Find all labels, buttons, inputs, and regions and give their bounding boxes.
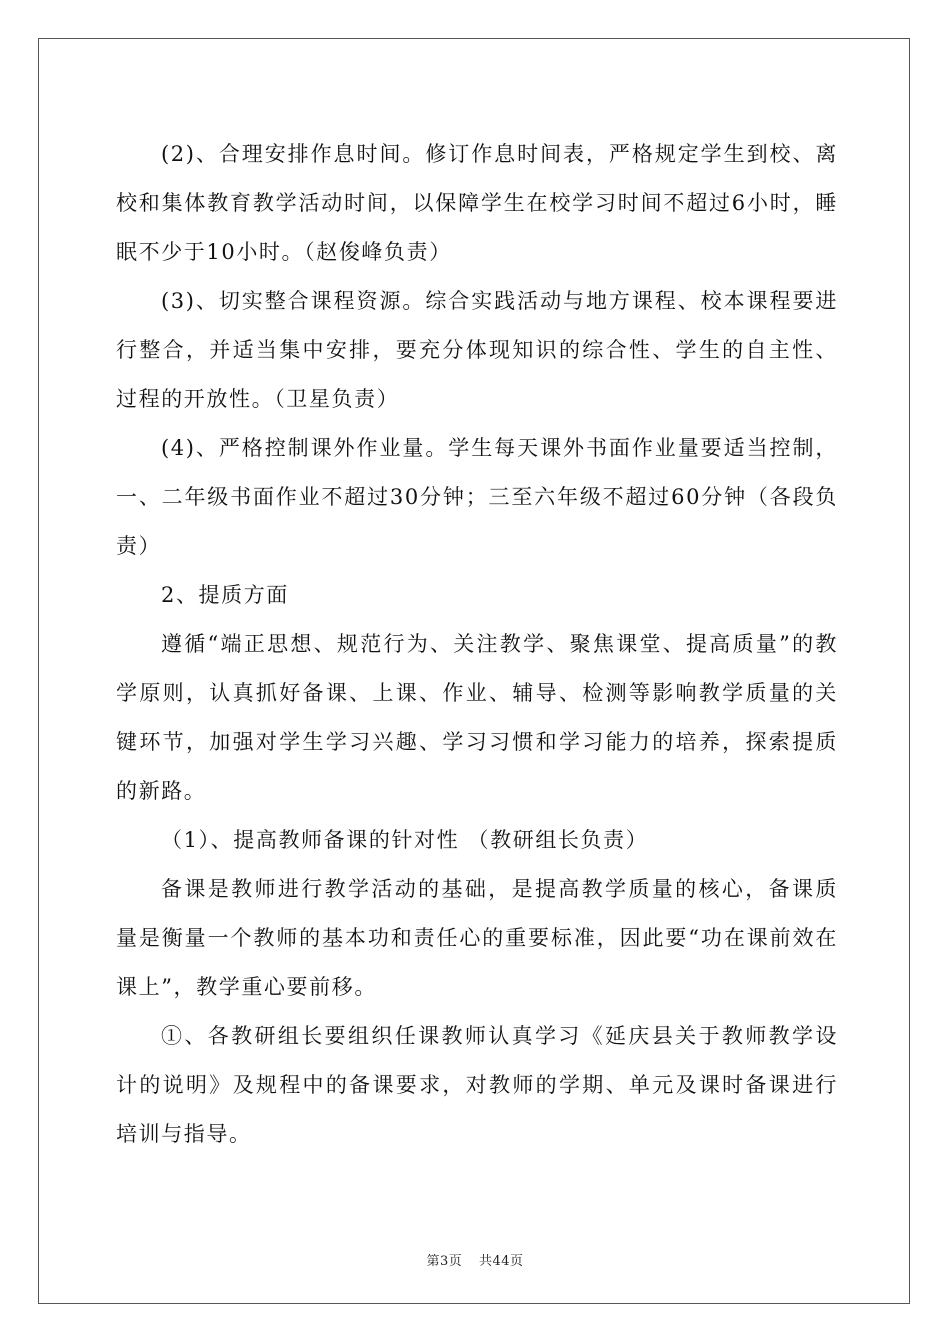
document-body <box>116 130 838 1159</box>
paragraph-schedule: (2)、合理安排作息时间。修订作息时间表，严格规定学生到校、离校和集体教育教学活动时间，以保障学生在校学习时间不超过6小时，睡眠不少于10小时。（赵俊峰负责） <box>116 142 838 264</box>
page-total: 共44页 <box>478 1254 524 1269</box>
subheading-lesson-prep: （1）、提高教师备课的针对性 （教研组长负责） <box>161 828 649 852</box>
section-heading-quality: 2、提质方面 <box>161 583 289 607</box>
page-number: 第3页 <box>426 1254 463 1269</box>
page-footer <box>0 1250 950 1269</box>
paragraph-principles: 遵循“端正思想、规范行为、关注教学、聚焦课堂、提高质量”的教学原则，认真抓好备课、上课、作业、辅导、检测等影响教学质量的关键环节，加强对学生学习兴趣、学习习惯和学习能力的培养，探索提质的新路。 <box>116 632 838 803</box>
paragraph-training: ①、各教研组长要组织任课教师认真学习《延庆县关于教师教学设计的说明》及规程中的备课要求，对教师的学期、单元及课时备课进行培训与指导。 <box>116 1024 838 1146</box>
paragraph-homework: (4)、严格控制课外作业量。学生每天课外书面作业量要适当控制，一、二年级书面作业不超过30分钟；三至六年级不超过60分钟（各段负责） <box>116 436 838 558</box>
paragraph-curriculum: (3)、切实整合课程资源。综合实践活动与地方课程、校本课程要进行整合，并适当集中安排，要充分体现知识的综合性、学生的自主性、过程的开放性。（卫星负责） <box>116 289 838 411</box>
paragraph-lesson-prep: 备课是教师进行教学活动的基础，是提高教学质量的核心，备课质量是衡量一个教师的基本功和责任心的重要标准，因此要“功在课前效在课上”，教学重心要前移。 <box>116 877 838 999</box>
